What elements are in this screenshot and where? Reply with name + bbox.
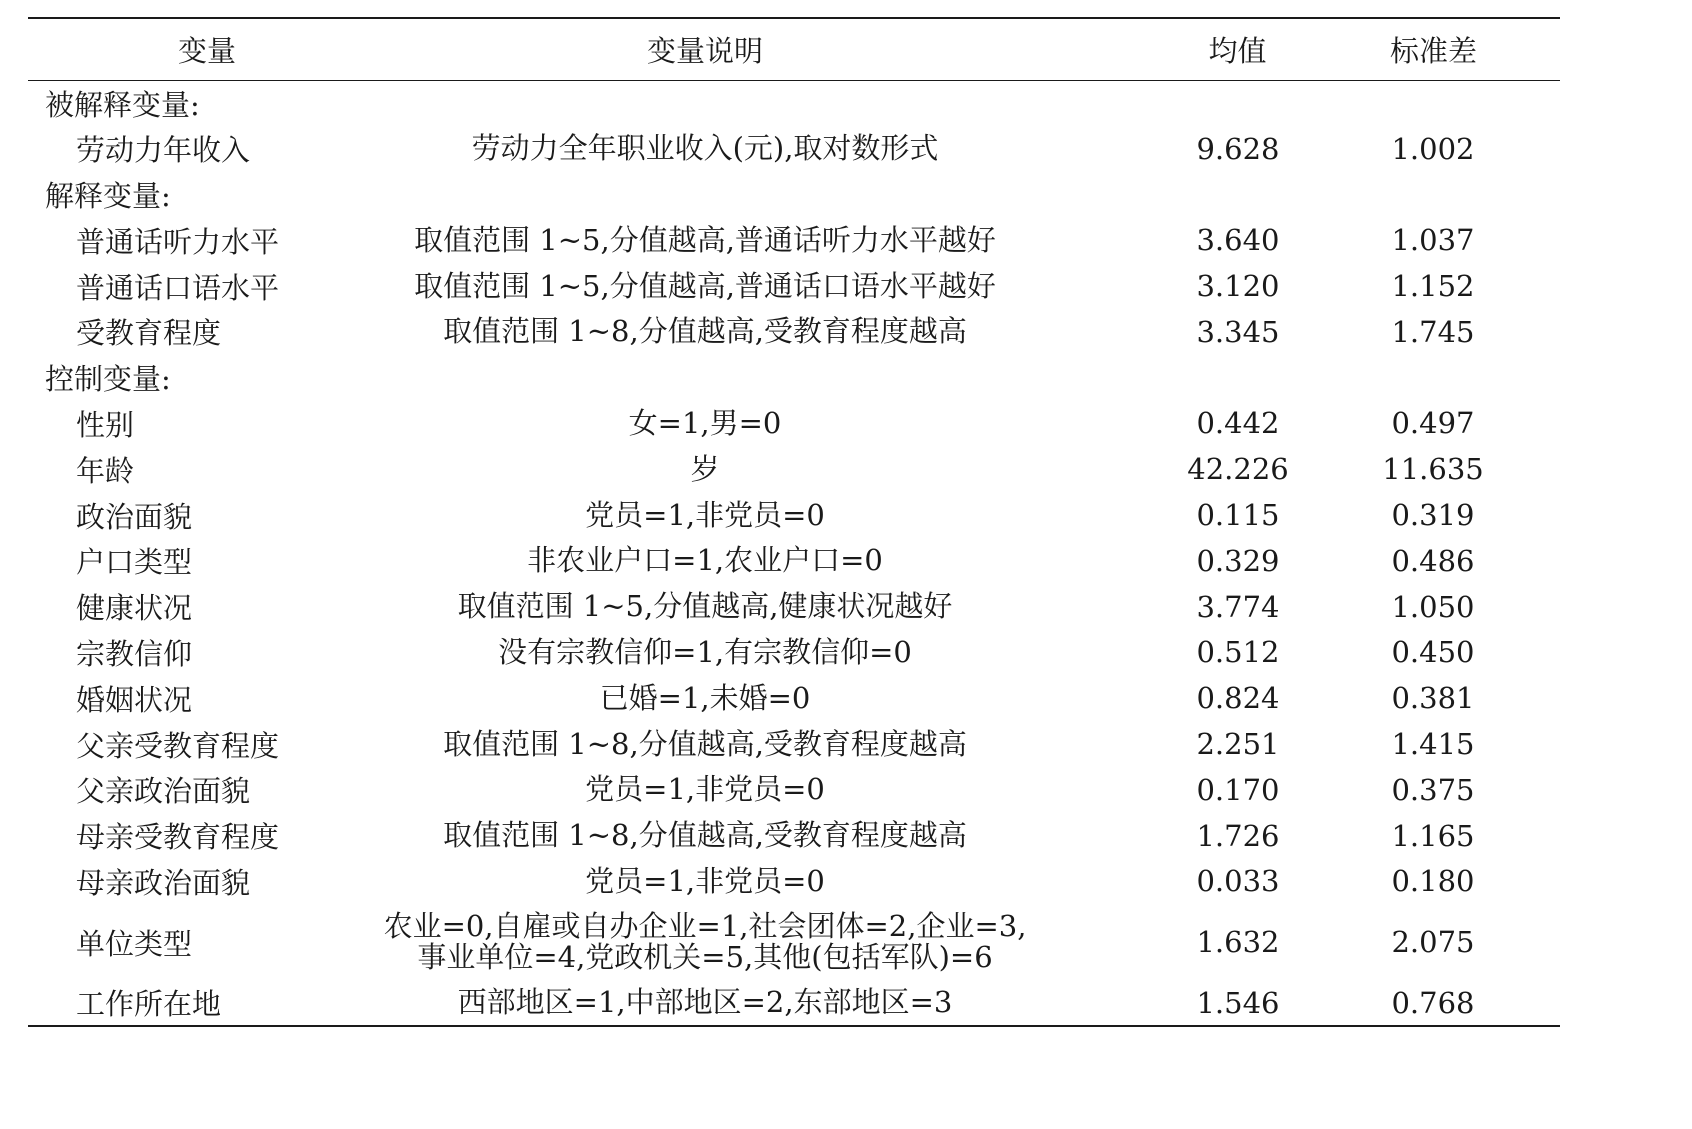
variable-name: 宗教信仰 xyxy=(76,636,193,671)
variable-description xyxy=(290,538,1120,584)
description-line: 劳动力全年职业收入(元),取对数形式 xyxy=(471,131,939,166)
mean-value: 3.345 xyxy=(1196,314,1280,349)
std-dev-value: 1.415 xyxy=(1391,727,1475,762)
variable-description xyxy=(290,446,1120,492)
std-dev-value: 0.768 xyxy=(1391,985,1475,1020)
description-line: 已婚=1,未婚=0 xyxy=(599,680,811,715)
std-dev-value: 1.745 xyxy=(1391,314,1475,349)
table-row xyxy=(28,813,1560,859)
std-dev-value: 1.152 xyxy=(1391,269,1475,304)
table-row xyxy=(28,675,1560,721)
description-line: 取值范围 1~8,分值越高,受教育程度越高 xyxy=(443,726,967,761)
description-line: 党员=1,非党员=0 xyxy=(585,497,825,532)
mean-value: 3.120 xyxy=(1196,269,1280,304)
mean-value: 0.824 xyxy=(1196,681,1280,716)
mean-value: 1.632 xyxy=(1196,925,1280,960)
section-row xyxy=(28,355,1560,401)
variable-description xyxy=(290,492,1120,538)
header-variable: 变量 xyxy=(178,33,237,68)
table-row xyxy=(28,980,1560,1026)
variable-name: 政治面貌 xyxy=(76,499,193,534)
variable-description xyxy=(290,217,1120,263)
description-line: 党员=1,非党员=0 xyxy=(585,772,825,807)
variable-description xyxy=(290,859,1120,905)
table-row xyxy=(28,904,1560,980)
variable-name: 健康状况 xyxy=(76,591,193,626)
table-row xyxy=(28,721,1560,767)
description-line: 西部地区=1,中部地区=2,东部地区=3 xyxy=(457,985,953,1020)
table-row xyxy=(28,446,1560,492)
variable-name: 母亲政治面貌 xyxy=(76,865,251,900)
description-line: 岁 xyxy=(690,451,720,486)
mean-value: 3.640 xyxy=(1196,223,1280,258)
variable-description xyxy=(290,630,1120,676)
variable-description xyxy=(290,980,1120,1026)
std-dev-value: 0.497 xyxy=(1391,406,1475,441)
table-row xyxy=(28,538,1560,584)
description-line: 农业=0,自雇或自办企业=1,社会团体=2,企业=3, xyxy=(383,909,1027,944)
table-row xyxy=(28,492,1560,538)
variable-name: 父亲受教育程度 xyxy=(76,728,280,763)
variable-name: 工作所在地 xyxy=(76,987,222,1022)
table-row xyxy=(28,767,1560,813)
table-body xyxy=(28,80,1560,1026)
variable-description xyxy=(290,309,1120,355)
variable-name: 单位类型 xyxy=(76,926,193,961)
variable-description xyxy=(290,721,1120,767)
description-line: 取值范围 1~5,分值越高,普通话听力水平越好 xyxy=(414,222,996,257)
variable-name: 户口类型 xyxy=(76,545,193,580)
description-line: 取值范围 1~8,分值越高,受教育程度越高 xyxy=(443,818,967,853)
variable-description xyxy=(290,584,1120,630)
table-row xyxy=(28,584,1560,630)
table-header xyxy=(28,18,1560,80)
std-dev-value: 11.635 xyxy=(1382,452,1484,487)
variable-name: 婚姻状况 xyxy=(76,682,193,717)
std-dev-value: 0.381 xyxy=(1391,681,1475,716)
mean-value: 0.033 xyxy=(1196,864,1280,899)
table-row xyxy=(28,217,1560,263)
variable-name: 普通话口语水平 xyxy=(76,270,280,305)
description-line: 取值范围 1~5,分值越高,普通话口语水平越好 xyxy=(414,268,996,303)
header-description: 变量说明 xyxy=(646,33,763,68)
description-line: 没有宗教信仰=1,有宗教信仰=0 xyxy=(498,634,912,669)
std-dev-value: 1.050 xyxy=(1391,589,1475,624)
mean-value: 3.774 xyxy=(1196,589,1280,624)
std-dev-value: 1.165 xyxy=(1391,818,1475,853)
variable-name: 父亲政治面貌 xyxy=(76,774,251,809)
descriptive-statistics-table-wrapper xyxy=(28,17,1560,1027)
mean-value: 42.226 xyxy=(1187,452,1289,487)
variable-name: 受教育程度 xyxy=(76,316,222,351)
mean-value: 0.170 xyxy=(1196,772,1280,807)
std-dev-value: 0.180 xyxy=(1391,864,1475,899)
table-row xyxy=(28,859,1560,905)
variable-description xyxy=(290,401,1120,447)
header-mean: 均值 xyxy=(1208,33,1267,68)
variable-description xyxy=(290,126,1120,172)
section-title: 解释变量: xyxy=(45,178,171,213)
variable-description xyxy=(290,263,1120,309)
mean-value: 0.115 xyxy=(1196,498,1280,533)
description-line: 非农业户口=1,农业户口=0 xyxy=(527,543,883,578)
table-row xyxy=(28,309,1560,355)
variable-name: 劳动力年收入 xyxy=(76,133,251,168)
std-dev-value: 0.319 xyxy=(1391,498,1475,533)
descriptive-statistics-table xyxy=(28,17,1560,1027)
variable-name: 年龄 xyxy=(76,453,135,488)
variable-name: 普通话听力水平 xyxy=(76,224,280,259)
mean-value: 2.251 xyxy=(1196,727,1280,762)
table-row xyxy=(28,263,1560,309)
mean-value: 0.512 xyxy=(1196,635,1280,670)
std-dev-value: 1.002 xyxy=(1391,131,1475,166)
variable-name: 母亲受教育程度 xyxy=(76,820,280,855)
section-row xyxy=(28,172,1560,218)
variable-description xyxy=(290,675,1120,721)
std-dev-value: 0.486 xyxy=(1391,543,1475,578)
variable-description xyxy=(290,813,1120,859)
description-line: 取值范围 1~8,分值越高,受教育程度越高 xyxy=(443,314,967,349)
std-dev-value: 0.375 xyxy=(1391,772,1475,807)
std-dev-value: 0.450 xyxy=(1391,635,1475,670)
description-line: 党员=1,非党员=0 xyxy=(585,863,825,898)
description-line: 取值范围 1~5,分值越高,健康状况越好 xyxy=(457,589,953,624)
table-row xyxy=(28,401,1560,447)
mean-value: 0.442 xyxy=(1196,406,1280,441)
section-row xyxy=(28,80,1560,126)
description-line: 事业单位=4,党政机关=5,其他(包括军队)=6 xyxy=(417,940,993,975)
description-line: 女=1,男=0 xyxy=(628,405,782,440)
header-row xyxy=(28,18,1560,80)
mean-value: 9.628 xyxy=(1196,131,1280,166)
section-title: 被解释变量: xyxy=(45,87,200,122)
mean-value: 1.726 xyxy=(1196,818,1280,853)
header-std-dev: 标准差 xyxy=(1389,33,1477,68)
std-dev-value: 1.037 xyxy=(1391,223,1475,258)
std-dev-value: 2.075 xyxy=(1391,925,1475,960)
section-title: 控制变量: xyxy=(45,362,171,397)
variable-description xyxy=(290,767,1120,813)
table-row xyxy=(28,126,1560,172)
mean-value: 0.329 xyxy=(1196,543,1280,578)
variable-name: 性别 xyxy=(76,407,135,442)
mean-value: 1.546 xyxy=(1196,985,1280,1020)
variable-description xyxy=(290,904,1120,980)
table-row xyxy=(28,630,1560,676)
